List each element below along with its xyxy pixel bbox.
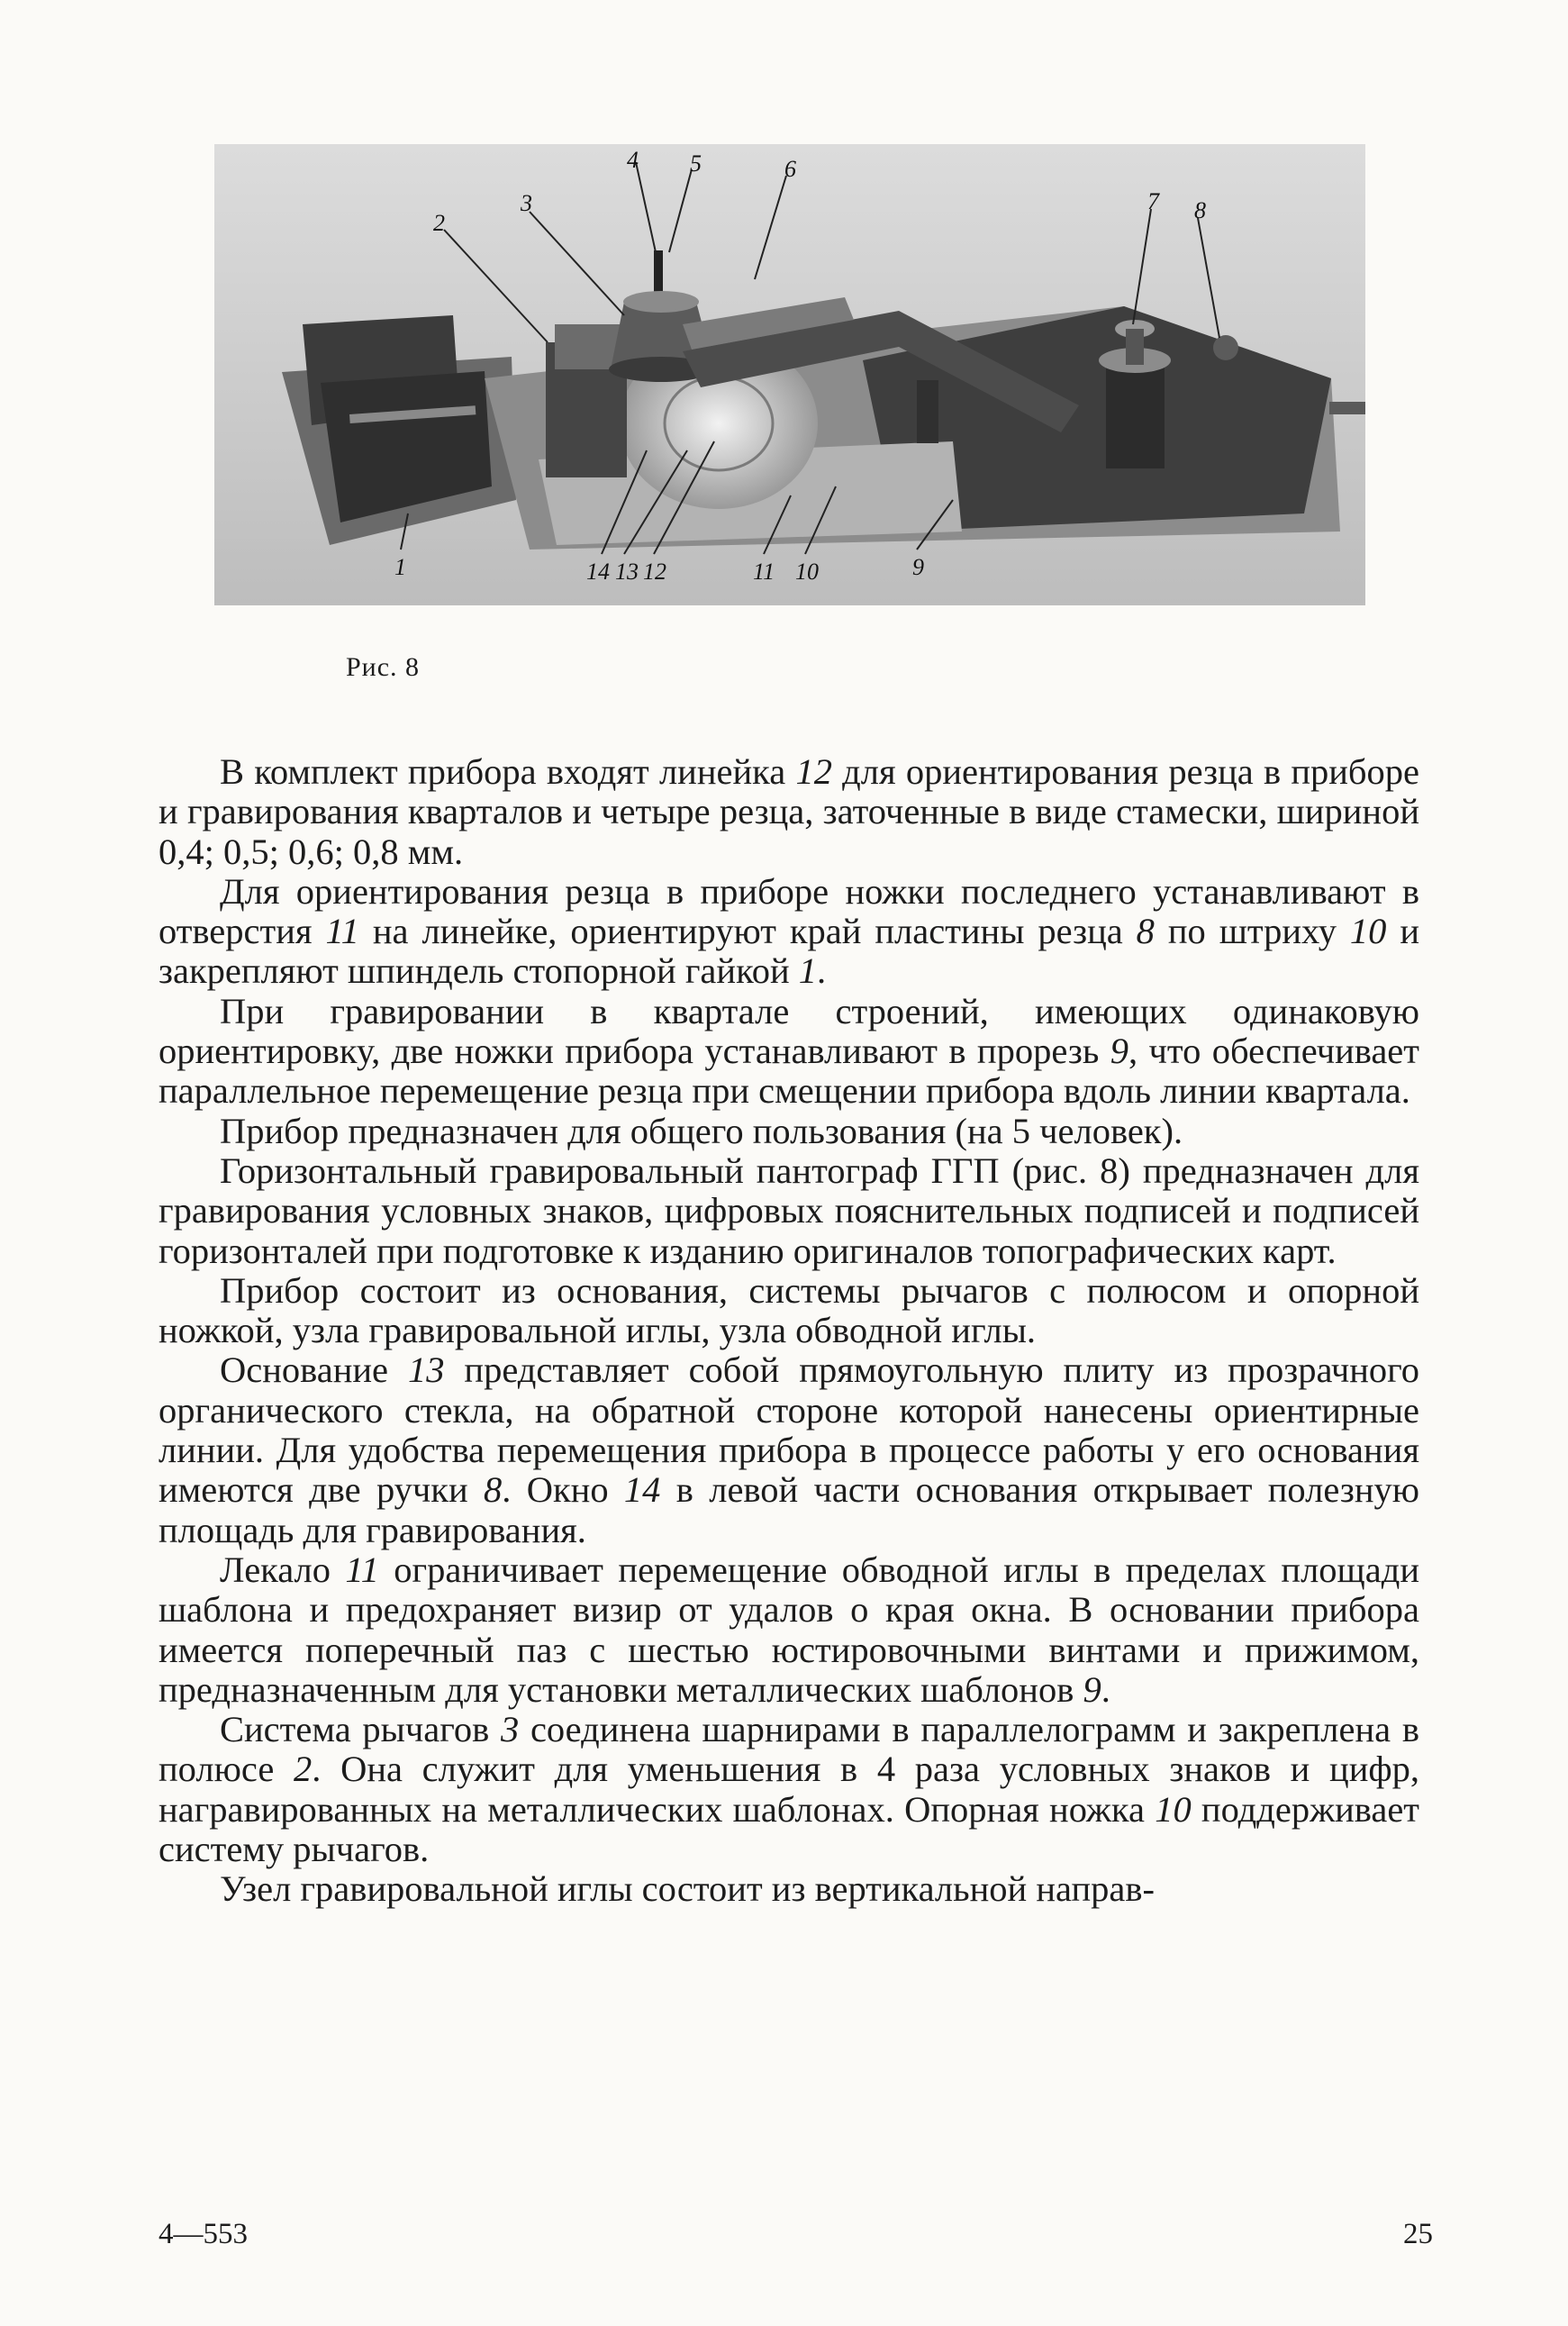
paragraph	[159, 1710, 1419, 1869]
text-run: в левой части основания открывает полезную площадь для гравирования.	[159, 1469, 1420, 1550]
reference-number: 10	[1155, 1788, 1192, 1830]
reference-number: 9	[1083, 1668, 1101, 1710]
reference-number: 10	[1349, 911, 1387, 952]
reference-number: 3	[500, 1709, 520, 1750]
text-run: , что обеспечивает параллельное перемещение резца при смещении прибора вдоль линии квартала.	[159, 1031, 1419, 1112]
callout-14: 14	[586, 559, 610, 585]
text-run: . Она служит для уменьшения в 4 раза условных знаков и цифр, награвированных на металлических шаблонах. Опорная ножка	[159, 1749, 1419, 1830]
callout-10: 10	[795, 559, 819, 585]
paragraph	[159, 872, 1419, 992]
text-run: Основание	[220, 1349, 408, 1391]
text-run: Для ориентирования резца в приборе ножки последнего устанавливают в отверстия	[159, 870, 1419, 952]
text-run: и закрепляют шпиндель стопорной гайкой	[159, 911, 1419, 992]
callout-12: 12	[643, 559, 666, 585]
paragraph	[159, 752, 1419, 872]
reference-number: 13	[407, 1349, 445, 1391]
reference-number: 9	[1110, 1031, 1128, 1072]
text-run: на линейке, ориентируют край пластины резца	[358, 911, 1137, 952]
paragraph	[159, 1151, 1419, 1271]
text-run: представляет собой прямоугольную плиту из прозрачного органического стекла, на обратной стороне которой нанесены ориентирные линии. Для удобства перемещения прибора в процессе работы у его основания имеются две ручки	[159, 1349, 1419, 1511]
text-run: . Окно	[502, 1469, 624, 1511]
reference-number: 8	[484, 1469, 503, 1511]
text-run: поддерживает систему рычагов.	[159, 1788, 1420, 1870]
text-run: При гравировании в квартале строений, имеющих одинаковую ориентировку, две ножки прибора устанавливают в прорезь	[159, 990, 1419, 1072]
text-run: для ориентирования резца в приборе и гравирования кварталов и четыре резца, заточенные в виде стамески, шириной 0,4; 0,5; 0,6; 0,8 мм.	[159, 751, 1420, 872]
callout-2: 2	[433, 210, 445, 236]
text-run: ограничивает перемещение обводной иглы в пределах площади шаблона и предохраняет визир от удалов о края окна. В основании прибора имеется поперечный паз с шестью юстировочными винтами и прижимом, предназначенным для установки металлических шаблонов	[159, 1549, 1419, 1710]
text-run: .	[817, 950, 827, 992]
callout-8: 8	[1194, 197, 1206, 223]
reference-number: 8	[1136, 911, 1155, 952]
text-run: Прибор предназначен для общего пользования (на 5 человек).	[220, 1110, 1183, 1151]
text-run: соединена шарнирами в параллелограмм и закреплена в полюсе	[159, 1709, 1419, 1790]
callout-5: 5	[690, 150, 702, 177]
figure-caption: Рис. 8	[346, 652, 421, 682]
text-run: Горизонтальный гравировальный пантограф ГГП (рис. 8) предназначен для гравирования условных знаков, цифровых пояснительных подписей и подписей горизонталей при подготовке к изданию оригиналов топографических карт.	[159, 1149, 1419, 1271]
text-run: Прибор состоит из основания, системы рычагов с полюсом и опорной ножкой, узла гравировальной иглы, узла обводной иглы.	[159, 1269, 1419, 1351]
callout-3: 3	[521, 190, 532, 216]
text-run: по штриху	[1154, 911, 1350, 952]
callout-9: 9	[912, 554, 924, 580]
paragraph	[159, 1350, 1419, 1549]
signature-mark: 4—553	[159, 2218, 248, 2250]
reference-number: 2	[294, 1749, 313, 1790]
reference-number: 14	[623, 1469, 661, 1511]
callout-7: 7	[1147, 188, 1159, 214]
figure-photo	[214, 144, 1365, 605]
callout-11: 11	[753, 559, 775, 585]
paragraph	[159, 1271, 1419, 1351]
reference-number: 12	[795, 751, 832, 792]
paragraph	[159, 1112, 1419, 1151]
paragraph	[159, 1550, 1419, 1710]
page-number: 25	[1403, 2218, 1433, 2250]
text-run: Лекало	[220, 1549, 346, 1590]
text-run: Узел гравировальной иглы состоит из вертикальной направ-	[220, 1868, 1155, 1910]
reference-number: 11	[325, 911, 359, 952]
callout-4: 4	[627, 147, 639, 173]
reference-number: 1	[798, 950, 817, 992]
text-run: В комплект прибора входят линейка	[220, 751, 796, 792]
reference-number: 11	[345, 1549, 379, 1590]
text-run: Система рычагов	[220, 1709, 501, 1750]
callout-6: 6	[784, 156, 796, 182]
callout-1: 1	[394, 554, 406, 580]
paragraph	[159, 992, 1419, 1112]
body-text	[159, 752, 1419, 1910]
paragraph	[159, 1869, 1419, 1909]
callout-13: 13	[615, 559, 639, 585]
text-run: .	[1101, 1668, 1110, 1710]
